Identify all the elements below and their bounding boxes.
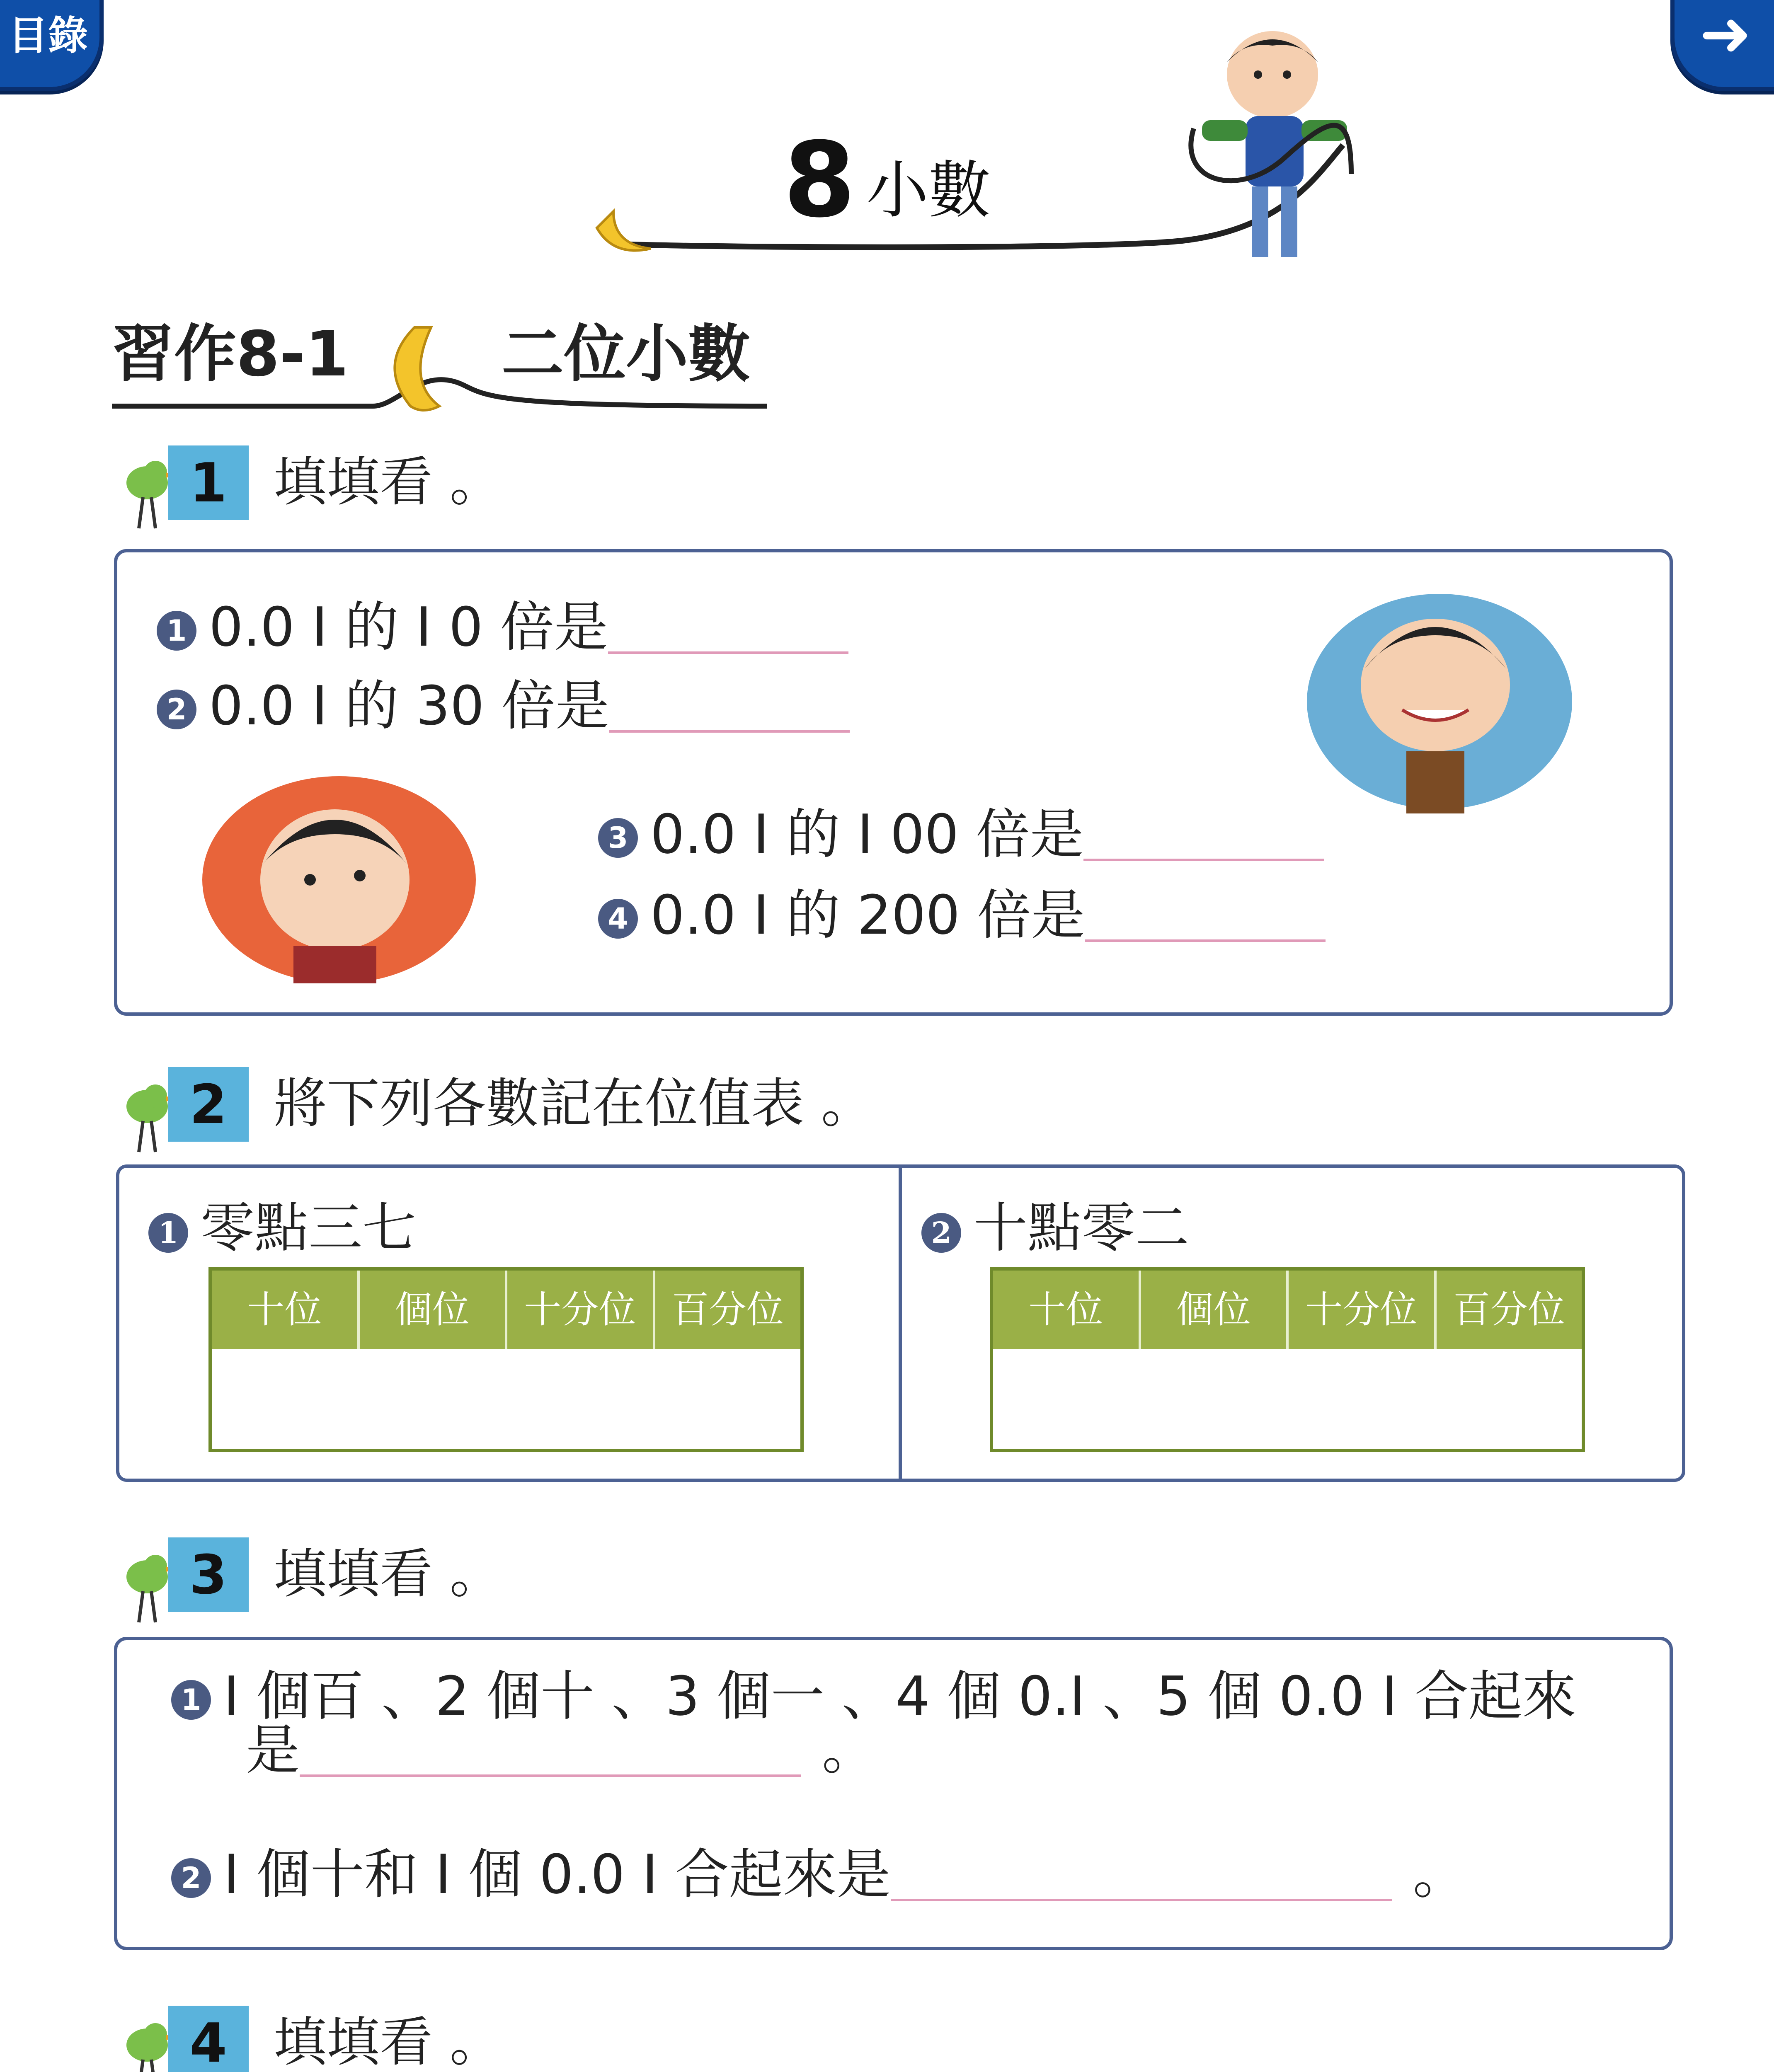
place-value-table-1 <box>208 1267 804 1452</box>
moon-icon <box>395 327 439 410</box>
question-prompt: 填填看 。 <box>274 2011 503 2072</box>
next-arrow-icon: ➜ <box>1699 0 1752 70</box>
bird-icon <box>110 1073 176 1156</box>
header-ones: 個位 <box>360 1271 508 1349</box>
header-tens: 十位 <box>993 1271 1141 1349</box>
q1-item-3: 3 0.0 I 的 I 00 倍是 <box>598 807 1324 861</box>
question-prompt: 填填看 。 <box>274 1543 503 1605</box>
girl-illustration <box>198 772 480 988</box>
q3-item-2: 2 I 個十和 I 個 0.0 I 合起來是 。 <box>171 1847 1467 1901</box>
header-ones: 個位 <box>1141 1271 1289 1349</box>
question-number-badge: 3 <box>168 1537 249 1612</box>
place-value-table-2 <box>990 1267 1585 1452</box>
answer-row[interactable] <box>993 1349 1582 1445</box>
q1-item-4: 4 0.0 I 的 200 倍是 <box>598 888 1326 942</box>
answer-blank[interactable] <box>1083 817 1324 861</box>
toc-button[interactable] <box>0 0 104 91</box>
question-number-badge: 2 <box>168 1067 249 1142</box>
q1-item-2: 2 0.0 I 的 30 倍是 <box>157 679 850 733</box>
boy-with-rope-illustration <box>1177 25 1384 274</box>
answer-blank[interactable] <box>1085 898 1326 942</box>
section-label: 習作8-1 <box>112 318 349 390</box>
q1-item-1: 1 0.0 I 的 I 0 倍是 <box>157 600 848 654</box>
bird-icon <box>110 2012 176 2072</box>
next-page-button[interactable] <box>1670 0 1774 91</box>
header-hundredths: 百分位 <box>1453 1288 1565 1331</box>
answer-blank[interactable] <box>300 1733 801 1777</box>
question-prompt: 將下列各數記在位值表 。 <box>274 1073 874 1135</box>
chapter-title: 小數 <box>866 155 991 227</box>
q2-item-1: 1 零點三七 <box>148 1201 416 1255</box>
question-prompt: 填填看 。 <box>274 451 503 513</box>
answer-row[interactable] <box>212 1349 800 1445</box>
bird-icon <box>110 450 176 533</box>
question-number-badge: 1 <box>168 445 249 520</box>
toc-button-label: 目錄 <box>8 12 88 59</box>
q2-item-2: 2 十點零二 <box>921 1201 1189 1255</box>
answer-blank[interactable] <box>891 1857 1392 1901</box>
answer-blank[interactable] <box>609 689 850 733</box>
section-title: 二位小數 <box>502 318 751 390</box>
box-divider <box>899 1168 902 1479</box>
header-hundredths: 百分位 <box>671 1288 784 1331</box>
header-tenths: 十分位 <box>1289 1271 1437 1349</box>
question-1-box <box>114 549 1673 1016</box>
q3-item-1-cont: 是 。 <box>246 1719 876 1782</box>
question-number-badge: 4 <box>168 2006 249 2072</box>
header-tens: 十位 <box>212 1271 360 1349</box>
question-3-box <box>114 1637 1673 1950</box>
bird-icon <box>110 1544 176 1627</box>
q3-item-1: 1 I 個百 、2 個十 、3 個一 、4 個 0.I 、5 個 0.0 I 合起來 <box>171 1669 1576 1723</box>
chapter-number: 8 <box>783 120 855 240</box>
question-2-box <box>116 1164 1685 1482</box>
answer-blank[interactable] <box>608 610 848 654</box>
boy-illustration <box>1303 586 1576 818</box>
header-tenths: 十分位 <box>507 1271 655 1349</box>
